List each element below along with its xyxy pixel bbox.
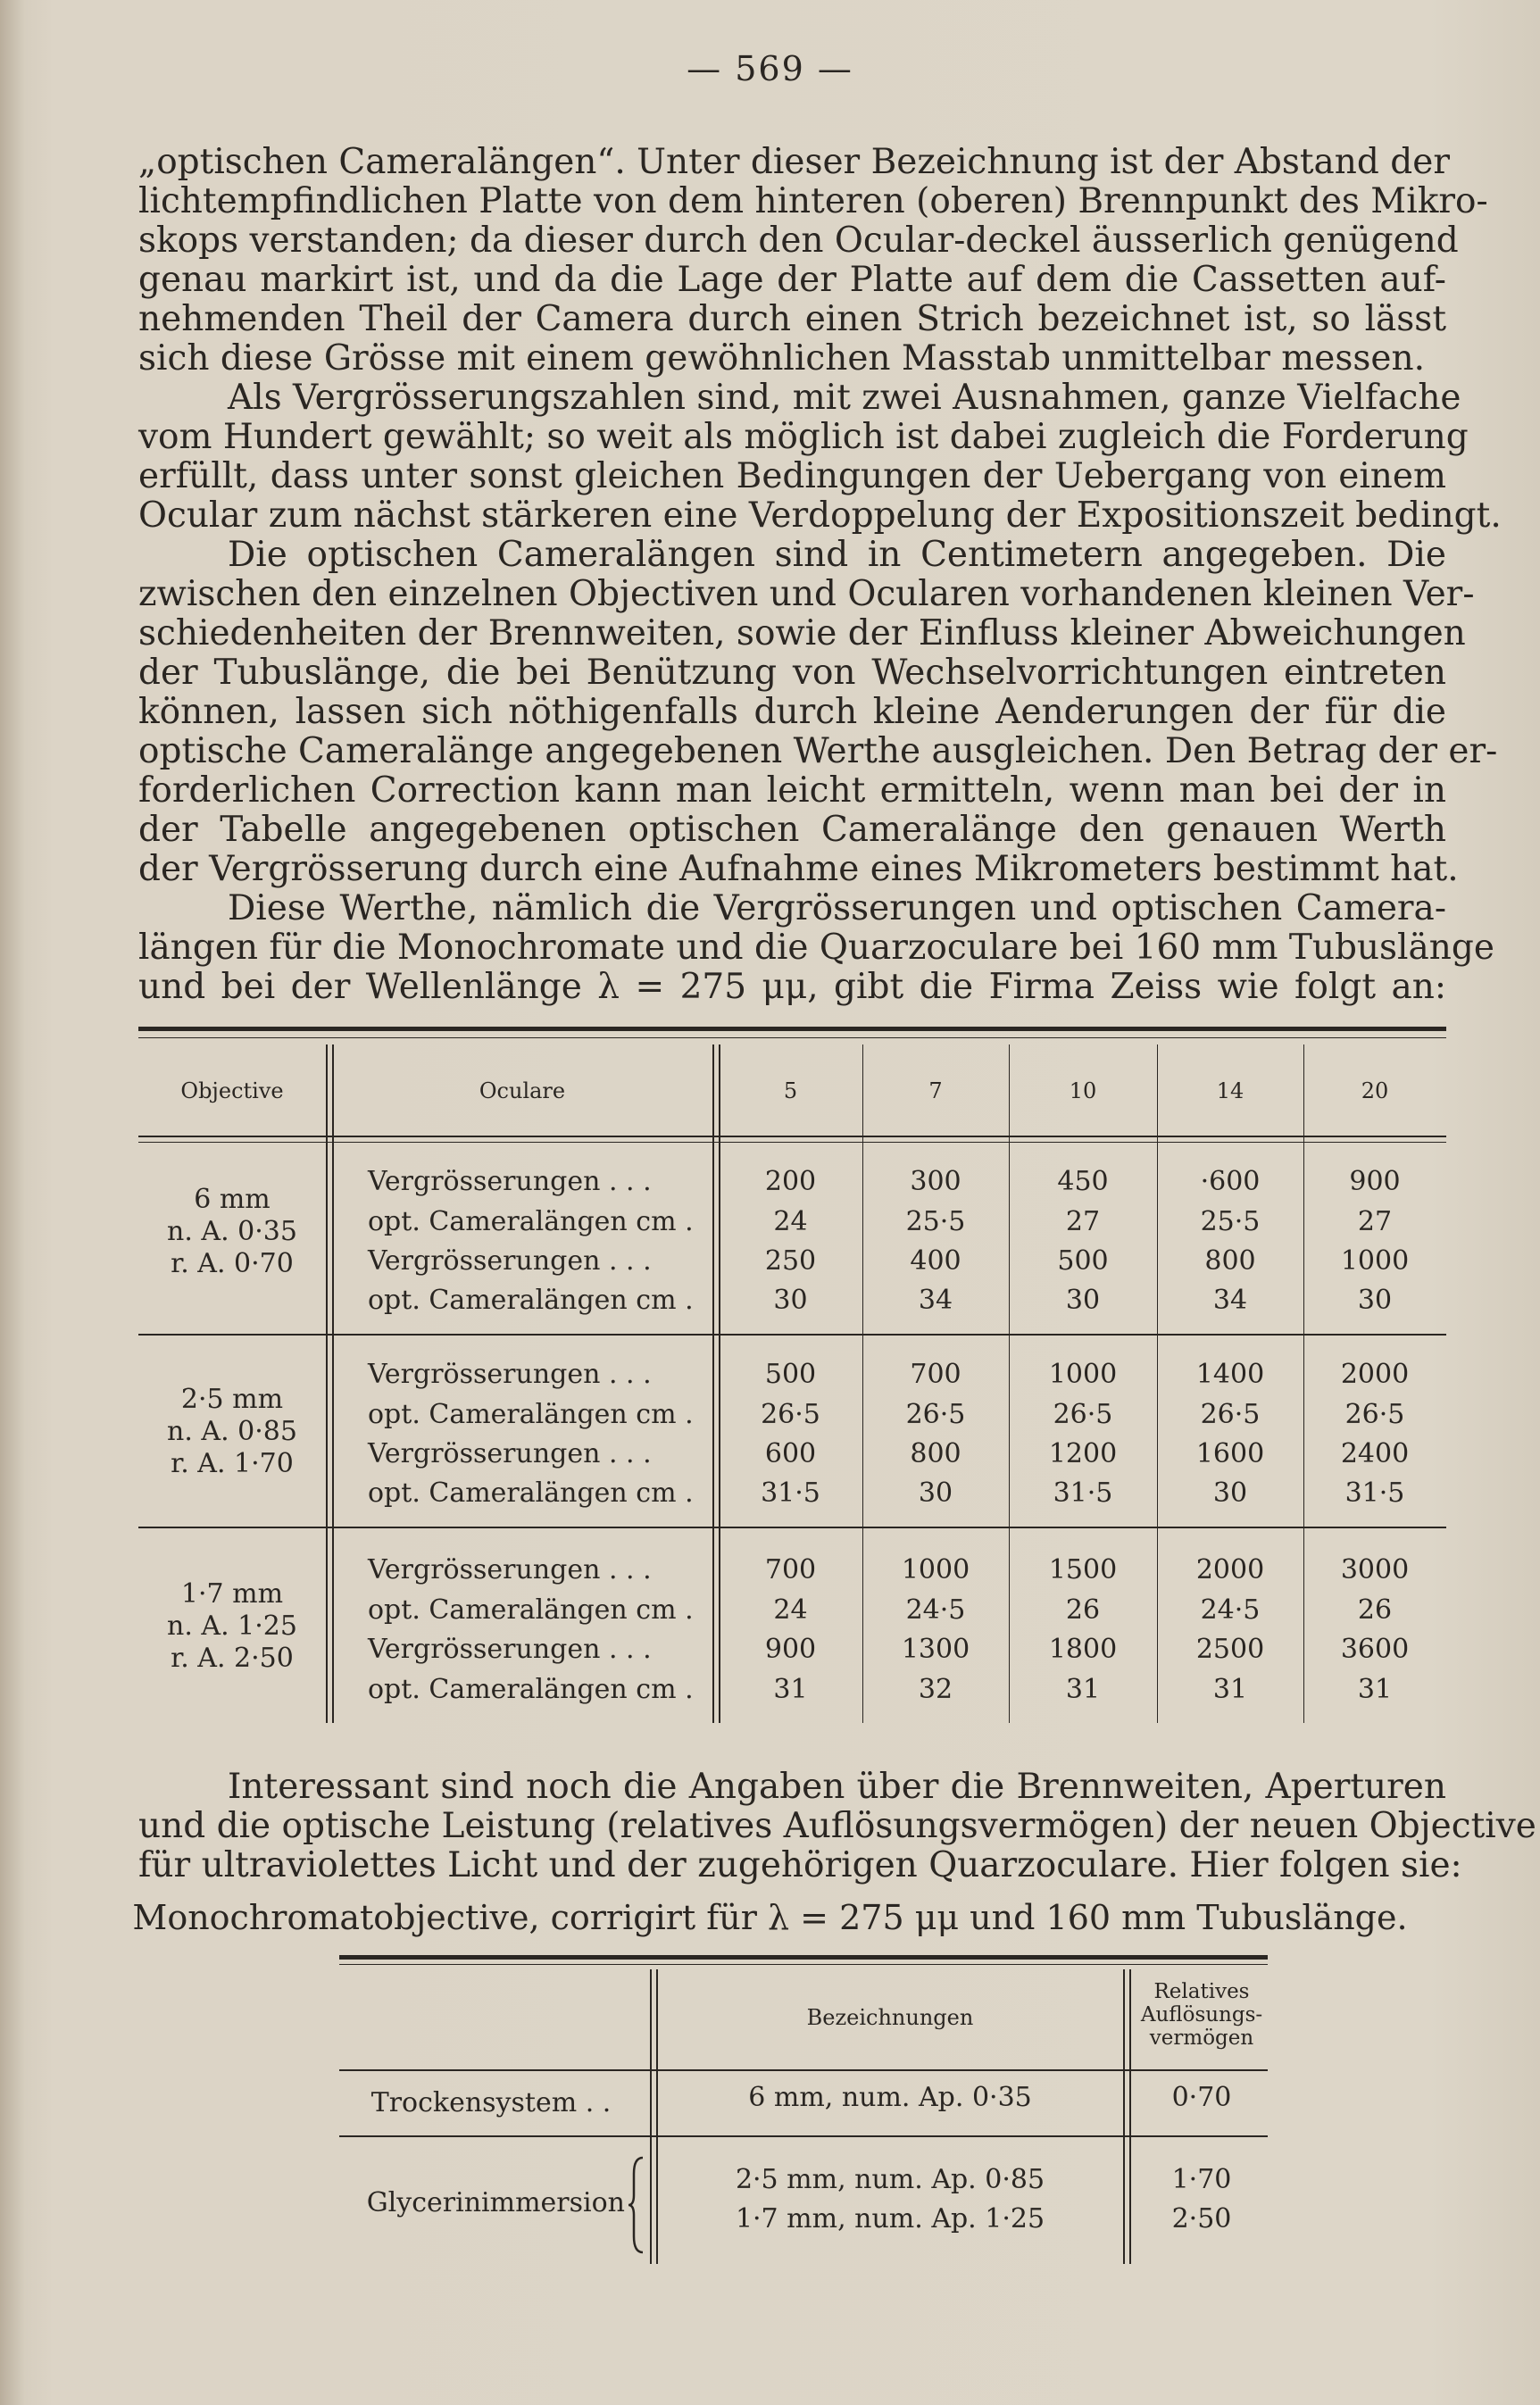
table-cell: 800 — [910, 1438, 961, 1469]
table-cell: 700 — [910, 1359, 961, 1390]
objective-na: n. A. 1·25 — [167, 1610, 297, 1642]
group-rule — [138, 1527, 1446, 1528]
table-cell: 1400 — [1195, 1359, 1265, 1390]
text-line: zwischen den einzelnen Objectiven und Ocularen vorhandenen kleinen Ver- — [138, 574, 1475, 614]
header-objective: Objective — [180, 1078, 284, 1103]
table-cell: 34 — [1212, 1285, 1248, 1316]
row-label: opt. Cameralängen cm . — [368, 1674, 694, 1705]
table-cell: 2500 — [1195, 1634, 1265, 1665]
table-cell: 3600 — [1340, 1634, 1410, 1665]
table-cell: 1600 — [1195, 1438, 1265, 1469]
table-cell: 25·5 — [1200, 1206, 1261, 1237]
text-line: für ultraviolettes Licht und der zugehörigen Quarzoculare. Hier folgen sie: — [138, 1845, 1462, 1885]
table-cell: 700 — [764, 1554, 817, 1585]
header-rule — [339, 2069, 1268, 2071]
header-col: 7 — [928, 1078, 943, 1103]
table-cell: 2·50 — [1171, 2203, 1232, 2234]
table-cell: 1000 — [1048, 1359, 1118, 1390]
text-line: Diese Werthe, nämlich die Vergrösserungen und optischen Camera- — [228, 888, 1446, 928]
table-cell: 32 — [918, 1674, 953, 1705]
table-cell: 600 — [764, 1438, 817, 1469]
table-cell: 0·70 — [1171, 2082, 1232, 2113]
table-cell: 24 — [773, 1206, 808, 1237]
row-label: Trockensystem . . — [370, 2087, 612, 2118]
row-rule — [339, 2135, 1268, 2137]
text-line: Ocular zum nächst stärkeren eine Verdoppelung der Expositionszeit bedingt. — [138, 495, 1502, 536]
table-caption: Monochromatobjective, corrigirt für λ = 275 μμ und 160 mm Tubuslänge. — [132, 1898, 1408, 1937]
objective-cell — [138, 1184, 326, 1280]
column-divider — [712, 1044, 714, 1723]
text-line: der Vergrösserung durch eine Aufnahme eines Mikrometers bestimmt hat. — [138, 849, 1459, 889]
text-line: optische Cameralänge angegebenen Werthe ausgleichen. Den Betrag der er- — [138, 731, 1498, 771]
column-divider — [326, 1044, 328, 1723]
text-line: Interessant sind noch die Angaben über die Brennweiten, Aperturen — [228, 1767, 1446, 1807]
objective-na: n. A. 0·35 — [167, 1216, 297, 1247]
table-cell: 31·5 — [761, 1477, 820, 1509]
table-cell: 25·5 — [905, 1206, 966, 1237]
row-label: opt. Cameralängen cm . — [368, 1285, 694, 1316]
table-cell: 26 — [1065, 1594, 1101, 1626]
text-line: und die optische Leistung (relatives Auflösungsvermögen) der neuen Objective — [138, 1806, 1536, 1846]
table-cell: 30 — [1212, 1477, 1248, 1509]
table-cell: 31·5 — [1344, 1477, 1405, 1509]
header-line: vermögen — [1149, 2026, 1254, 2050]
table-cell: 26·5 — [905, 1399, 966, 1430]
row-label: opt. Cameralängen cm . — [368, 1399, 694, 1430]
paragraph-4 — [138, 888, 1494, 1007]
paragraph-1 — [138, 142, 1488, 379]
objective-focal: 6 mm — [194, 1184, 271, 1215]
table-cell: 30 — [918, 1477, 953, 1509]
text-line: genau markirt ist, und da die Lage der Platte auf dem die Cassetten auf- — [138, 260, 1446, 300]
header-col: 5 — [783, 1078, 798, 1103]
row-label: opt. Cameralängen cm . — [368, 1206, 694, 1237]
text-line: der Tabelle angegebenen optischen Cameralänge den genauen Werth — [138, 810, 1446, 850]
table-cell: 1500 — [1048, 1554, 1118, 1585]
table-cell: 200 — [764, 1166, 817, 1197]
header-rule — [138, 1136, 1446, 1137]
header-oculare: Oculare — [479, 1078, 566, 1103]
table-cell: 1800 — [1048, 1634, 1118, 1665]
column-divider — [650, 1969, 652, 2264]
text-line: schiedenheiten der Brennweiten, sowie der Einfluss kleiner Abweichungen — [138, 613, 1466, 653]
paragraph-3 — [138, 535, 1498, 889]
table-cell: 900 — [1349, 1166, 1401, 1197]
text-line: forderlichen Correction kann man leicht ermitteln, wenn man bei der in — [138, 770, 1446, 811]
row-label: opt. Cameralängen cm . — [368, 1594, 694, 1626]
objective-cell — [138, 1578, 326, 1675]
table-cell: 34 — [918, 1285, 953, 1316]
text-line: sich diese Grösse mit einem gewöhnlichen Masstab unmittelbar messen. — [138, 338, 1425, 379]
table-cell: 300 — [910, 1166, 961, 1197]
text-line: Als Vergrösserungszahlen sind, mit zwei Ausnahmen, ganze Vielfache — [228, 378, 1461, 418]
table-cell: 500 — [764, 1359, 817, 1390]
table-cell: 26·5 — [1200, 1399, 1261, 1430]
table-top-rule — [138, 1027, 1446, 1031]
text-line: längen für die Monochromate und die Quarzoculare bei 160 mm Tubuslänge — [138, 928, 1494, 968]
header-relatives — [1131, 1980, 1272, 2050]
objective-ra: r. A. 2·50 — [171, 1643, 294, 1674]
table-cell: 6 mm, num. Ap. 0·35 — [748, 2082, 1032, 2113]
row-label: Vergrösserungen . . . — [368, 1438, 652, 1469]
table-cell: 250 — [764, 1245, 817, 1277]
objective-cell — [138, 1384, 326, 1480]
table-cell: 1000 — [901, 1554, 970, 1585]
header-col: 14 — [1216, 1078, 1244, 1103]
table-cell: 27 — [1357, 1206, 1393, 1237]
group-rule — [138, 1334, 1446, 1336]
table-top-rule-thin — [339, 1964, 1268, 1965]
row-label: opt. Cameralängen cm . — [368, 1477, 694, 1509]
table-cell: 30 — [1357, 1285, 1393, 1316]
text-line: lichtempfindlichen Platte von dem hinteren (oberen) Brennpunkt des Mikro- — [138, 181, 1488, 221]
objective-ra: r. A. 0·70 — [171, 1248, 294, 1279]
text-line: nehmenden Theil der Camera durch einen Strich bezeichnet ist, so lässt — [138, 299, 1446, 339]
header-col: 20 — [1361, 1078, 1389, 1103]
table-top-rule-thin — [138, 1037, 1446, 1038]
table-cell: 24·5 — [905, 1594, 966, 1626]
paragraph-5 — [138, 1767, 1536, 1885]
column-divider — [1123, 1969, 1125, 2264]
objective-ra: r. A. 1·70 — [171, 1448, 294, 1479]
table-cell: 27 — [1065, 1206, 1101, 1237]
header-col: 10 — [1069, 1078, 1097, 1103]
row-label: Vergrösserungen . . . — [368, 1245, 652, 1277]
row-label: Vergrösserungen . . . — [368, 1359, 652, 1390]
curly-brace-icon — [627, 2156, 646, 2254]
table-cell: 1000 — [1340, 1245, 1410, 1277]
table-cell: 24 — [773, 1594, 808, 1626]
column-divider — [332, 1044, 334, 1723]
row-label: Vergrösserungen . . . — [368, 1634, 652, 1665]
text-line: vom Hundert gewählt; so weit als möglich ist dabei zugleich die Forderung — [138, 417, 1469, 457]
text-line: erfüllt, dass unter sonst gleichen Bedingungen der Uebergang von einem — [138, 456, 1446, 496]
table-cell: 1200 — [1048, 1438, 1118, 1469]
table-cell: 500 — [1057, 1245, 1109, 1277]
table-cell: 26·5 — [1344, 1399, 1405, 1430]
table-cell: 2·5 mm, num. Ap. 0·85 — [735, 2164, 1045, 2195]
text-line: und bei der Wellenlänge λ = 275 μμ, gibt die Firma Zeiss wie folgt an: — [138, 967, 1446, 1007]
objective-focal: 1·7 mm — [180, 1578, 284, 1610]
table-cell: 450 — [1057, 1166, 1109, 1197]
header-bezeichnungen: Bezeichnungen — [806, 2005, 974, 2030]
table-cell: 26 — [1357, 1594, 1393, 1626]
table-cell: 1·70 — [1171, 2164, 1232, 2195]
table-cell: 2000 — [1340, 1359, 1410, 1390]
table-cell: 26·5 — [1053, 1399, 1113, 1430]
header-rule — [138, 1142, 1446, 1143]
table-cell: 31 — [1212, 1674, 1248, 1705]
text-line: können, lassen sich nöthigenfalls durch kleine Aenderungen der für die — [138, 692, 1446, 732]
table-cell: 31 — [773, 1674, 808, 1705]
page-number: — 569 — — [687, 49, 853, 88]
header-line: Auflösungs- — [1140, 2003, 1263, 2026]
text-line: der Tubuslänge, die bei Benützung von Wechselvorrichtungen eintreten — [138, 653, 1446, 693]
table-cell: ·600 — [1200, 1166, 1261, 1197]
table-cell: 1·7 mm, num. Ap. 1·25 — [735, 2203, 1045, 2234]
table-cell: 900 — [764, 1634, 817, 1665]
table-cell: 2400 — [1340, 1438, 1410, 1469]
objective-focal: 2·5 mm — [180, 1384, 284, 1415]
text-line: „optischen Cameralängen“. Unter dieser Bezeichnung ist der Abstand der — [138, 142, 1450, 182]
table-cell: 30 — [1065, 1285, 1101, 1316]
row-label: Vergrösserungen . . . — [368, 1554, 652, 1585]
table-cell: 1300 — [901, 1634, 970, 1665]
table-cell: 26·5 — [761, 1399, 820, 1430]
table-cell: 31 — [1065, 1674, 1101, 1705]
table-cell: 2000 — [1195, 1554, 1265, 1585]
row-label: Vergrösserungen . . . — [368, 1166, 652, 1197]
table-cell: 30 — [773, 1285, 808, 1316]
table-cell: 31·5 — [1053, 1477, 1113, 1509]
table-cell: 31 — [1357, 1674, 1393, 1705]
table-cell: 24·5 — [1200, 1594, 1261, 1626]
text-line: Die optischen Cameralängen sind in Centimetern angegeben. Die — [228, 535, 1446, 575]
row-label: Glycerinimmersion — [366, 2187, 625, 2218]
table-cell: 400 — [910, 1245, 961, 1277]
paragraph-2 — [138, 378, 1502, 536]
text-line: skops verstanden; da dieser durch den Ocular-deckel äusserlich genügend — [138, 221, 1459, 261]
header-line: Relatives — [1153, 1980, 1250, 2003]
objective-na: n. A. 0·85 — [167, 1416, 297, 1447]
table-cell: 800 — [1204, 1245, 1256, 1277]
table-top-rule — [339, 1955, 1268, 1960]
table-cell: 3000 — [1340, 1554, 1410, 1585]
